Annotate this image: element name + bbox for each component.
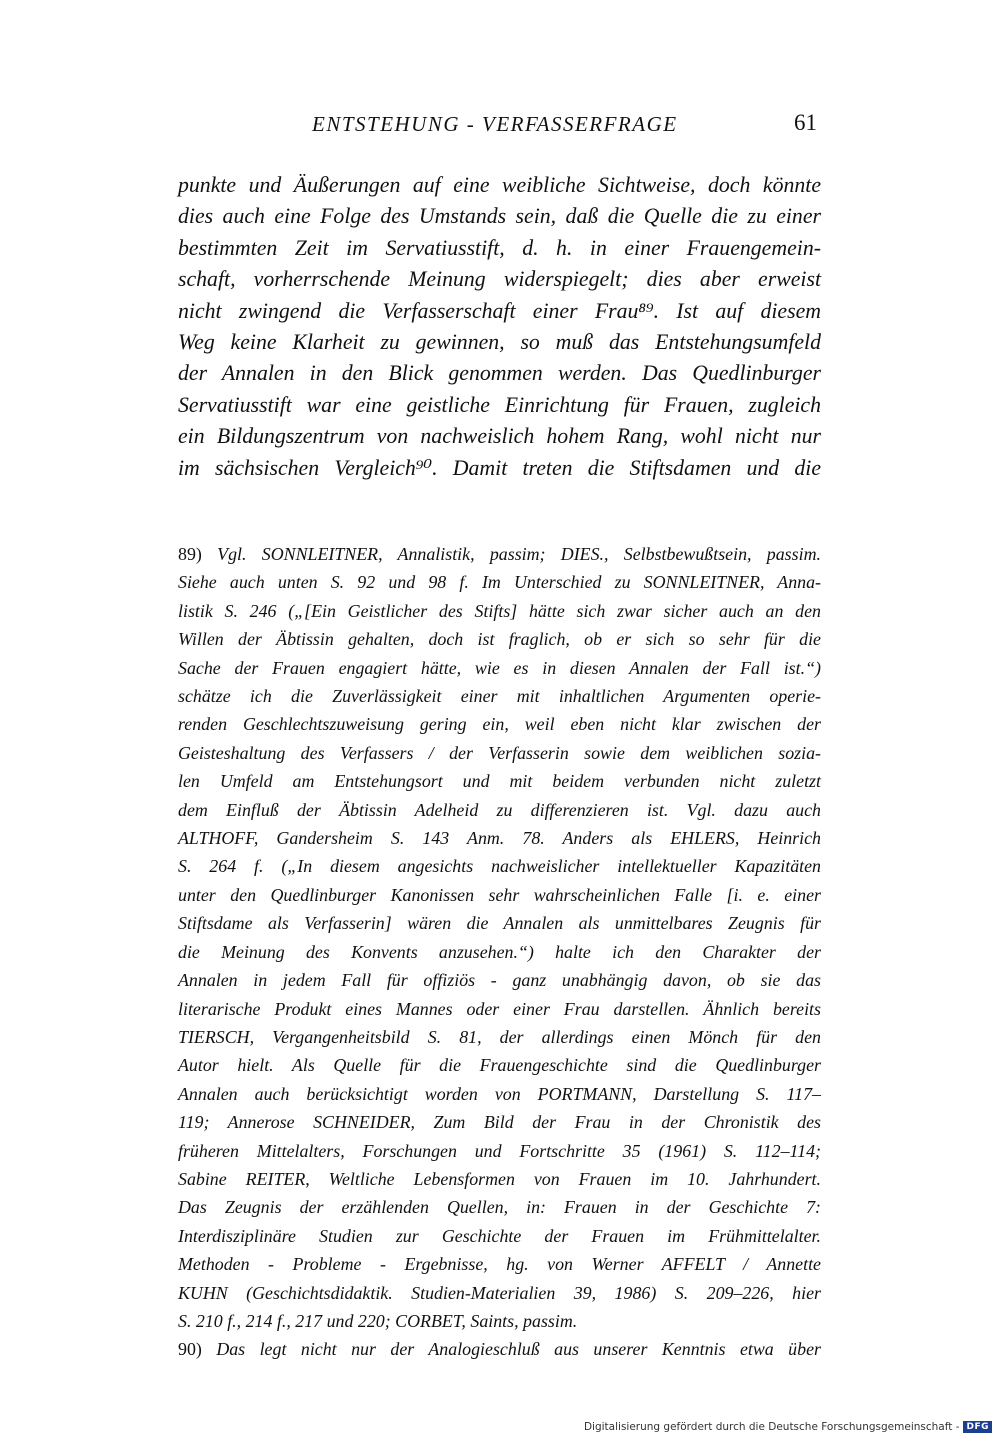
footnote-text: Das legt nicht nur der Analogieschluß aus unserer Kenntnis etwa über xyxy=(216,1339,821,1360)
footnote-line: TIERSCH, Vergangenheitsbild S. 81, der allerdings einen Mönch für den xyxy=(178,1026,821,1047)
footnote-line: ALTHOFF, Gandersheim S. 143 Anm. 78. Anders als EHLERS, Heinrich xyxy=(178,828,821,849)
footnote-90 xyxy=(178,1335,821,1363)
digitization-credit xyxy=(584,1421,992,1433)
footnote-line: len Umfeld am Entstehungsort und mit beidem verbunden nicht zuletzt xyxy=(178,771,821,792)
footnote-line: Sabine REITER, Weltliche Lebensformen von Frauen im 10. Jahrhundert. xyxy=(178,1168,821,1189)
footnote-number: 89) xyxy=(178,544,202,564)
body-line: punkte und Äußerungen auf eine weibliche Sichtweise, doch könnte xyxy=(178,173,821,197)
footnote-line: Interdisziplinäre Studien zur Geschichte der Frauen im Frühmittelalter. xyxy=(178,1225,821,1246)
body-line: bestimmten Zeit im Servatiusstift, d. h. in einer Frauengemein- xyxy=(178,235,821,260)
footnote-line: unter den Quedlinburger Kanonissen sehr wahrscheinlichen Falle [i. e. einer xyxy=(178,884,821,905)
footnote-line: Das Zeugnis der erzählenden Quellen, in: Frauen in der Geschichte 7: xyxy=(178,1197,821,1218)
body-line: nicht zwingend die Verfasserschaft einer Frau⁸⁹. Ist auf diesem xyxy=(178,298,821,323)
footnote-89 xyxy=(178,540,821,1335)
footnote-line: Autor hielt. Als Quelle für die Frauengeschichte sind die Quedlinburger xyxy=(178,1055,821,1076)
footnote-text: Vgl. SONNLEITNER, Annalistik, passim; DIES., Selbstbewußtsein, passim. xyxy=(217,544,821,564)
footnote-line: Sache der Frauen engagiert hätte, wie es in diesen Annalen der Fall ist.“) xyxy=(178,657,821,678)
footnote-line: listik S. 246 („[Ein Geistlicher des Stifts] hätte sich zwar sicher auch an den xyxy=(178,600,821,621)
body-line: Weg keine Klarheit zu gewinnen, so muß das Entstehungsumfeld xyxy=(178,330,821,355)
body-line: schaft, vorherrschende Meinung widerspiegelt; dies aber erweist xyxy=(178,267,821,292)
footnote-line: Siehe auch unten S. 92 und 98 f. Im Unterschied zu SONNLEITNER, Anna- xyxy=(178,572,821,593)
credit-text: Digitalisierung gefördert durch die Deutsche Forschungsgemeinschaft - xyxy=(583,1421,960,1433)
footnote-line: S. 264 f. („In diesem angesichts nachweislicher intellektueller Kapazitäten xyxy=(178,856,821,877)
page-number: 61 xyxy=(794,110,817,135)
footnote-line: S. 210 f., 214 f., 217 und 220; CORBET, Saints, passim. xyxy=(178,1310,578,1331)
body-line: im sächsischen Vergleich⁹⁰. Damit treten die Stiftsdamen und die xyxy=(178,455,821,480)
footnote-number: 90) xyxy=(178,1339,202,1360)
footnote-line: schätze ich die Zuverlässigkeit einer mit inhaltlichen Argumenten operie- xyxy=(178,686,821,707)
footnote-line: Annalen auch berücksichtigt worden von PORTMANN, Darstellung S. 117– xyxy=(178,1083,821,1104)
body-line: Servatiusstift war eine geistliche Einrichtung für Frauen, zugleich xyxy=(178,392,821,417)
main-text xyxy=(178,170,821,484)
footnote-line xyxy=(178,540,821,568)
footnote-line: Willen der Äbtissin gehalten, doch ist fraglich, ob er sich so sehr für die xyxy=(178,629,821,650)
running-head: ENTSTEHUNG - VERFASSERFRAGE xyxy=(312,112,678,136)
footnote-line: die Meinung des Konvents anzusehen.“) halte ich den Charakter der xyxy=(178,941,821,962)
dfg-logo-icon: DFG xyxy=(963,1421,992,1433)
footnote-line: KUHN (Geschichtsdidaktik. Studien-Materialien 39, 1986) S. 209–226, hier xyxy=(178,1282,821,1303)
footnote-line xyxy=(178,1335,821,1363)
footnote-line: Methoden - Probleme - Ergebnisse, hg. von Werner AFFELT / Annette xyxy=(178,1254,821,1275)
footnote-line: Geisteshaltung des Verfassers / der Verfasserin sowie dem weiblichen sozia- xyxy=(178,742,821,763)
footnote-line: literarische Produkt eines Mannes oder einer Frau darstellen. Ähnlich bereits xyxy=(178,998,821,1019)
body-line: ein Bildungszentrum von nachweislich hohem Rang, wohl nicht nur xyxy=(178,424,821,449)
footnote-line: früheren Mittelalters, Forschungen und Fortschritte 35 (1961) S. 112–114; xyxy=(178,1140,821,1161)
body-line: dies auch eine Folge des Umstands sein, daß die Quelle die zu einer xyxy=(178,204,821,229)
footnote-line: 119; Annerose SCHNEIDER, Zum Bild der Frau in der Chronistik des xyxy=(178,1112,821,1133)
footnotes xyxy=(178,540,821,1364)
footnote-line: dem Einfluß der Äbtissin Adelheid zu differenzieren ist. Vgl. dazu auch xyxy=(178,799,821,820)
body-line: der Annalen in den Blick genommen werden. Das Quedlinburger xyxy=(178,361,821,386)
footnote-line: Annalen in jedem Fall für offiziös - ganz unabhängig davon, ob sie das xyxy=(178,970,821,991)
footnote-line: Stiftsdame als Verfasserin] wären die Annalen als unmittelbares Zeugnis für xyxy=(178,913,821,934)
footnote-line: renden Geschlechtszuweisung gering ein, weil eben nicht klar zwischen der xyxy=(178,714,821,735)
